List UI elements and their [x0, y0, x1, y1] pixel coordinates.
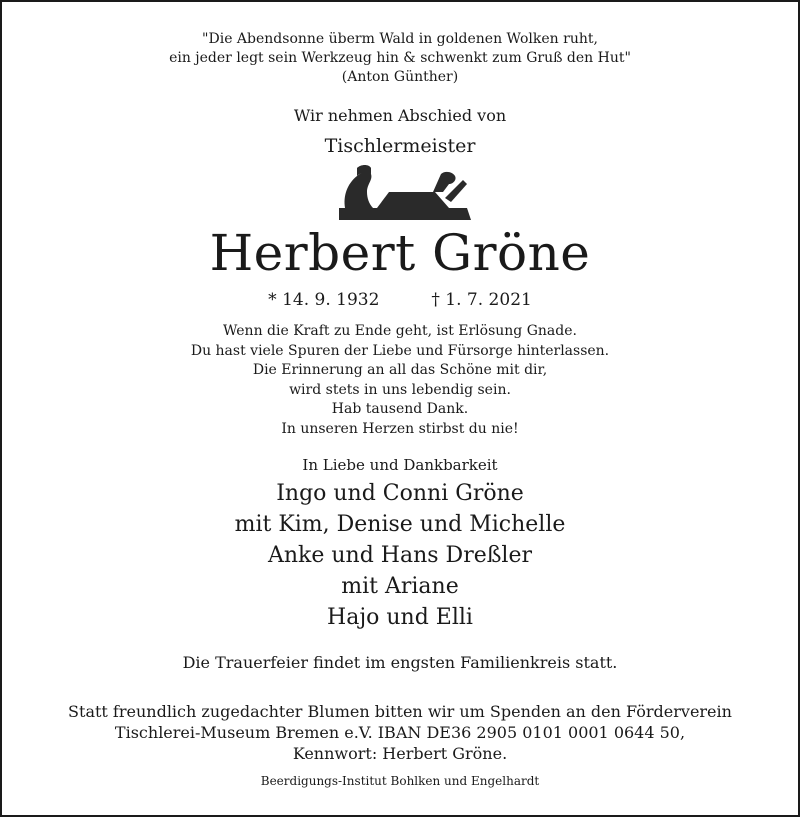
poem-line: Du hast viele Spuren der Liebe und Fürsorge hinterlassen.: [190, 342, 610, 359]
profession-title: Tischlermeister: [324, 135, 476, 157]
mourner-line: Hajo und Elli: [327, 605, 473, 630]
deceased-name: Herbert Gröne: [209, 224, 591, 282]
mourner-line: mit Ariane: [341, 574, 459, 599]
death-date: † 1. 7. 2021: [431, 290, 532, 310]
farewell-intro: Wir nehmen Abschied von: [293, 106, 507, 125]
poem-line: Wenn die Kraft zu Ende geht, ist Erlösung Gnade.: [223, 323, 577, 339]
birth-date: * 14. 9. 1932: [268, 290, 380, 310]
donation-line: Tischlerei-Museum Bremen e.V. IBAN DE36 2905 0101 0001 0644 50,: [114, 723, 686, 742]
mourner-line: mit Kim, Denise und Michelle: [234, 512, 566, 537]
service-note: Die Trauerfeier findet im engsten Familienkreis statt.: [182, 653, 618, 672]
poem-line: wird stets in uns lebendig sein.: [289, 381, 511, 398]
mourner-line: Anke und Hans Dreßler: [267, 543, 532, 568]
donation-line: Statt freundlich zugedachter Blumen bitten wir um Spenden an den Förderverein: [68, 702, 732, 721]
life-dates: [2, 290, 798, 310]
quote-line-1: "Die Abendsonne überm Wald in goldenen Wolken ruht,: [202, 31, 598, 47]
poem-line: Hab tausend Dank.: [331, 401, 469, 417]
donation-line: Kennwort: Herbert Gröne.: [292, 744, 508, 763]
quote-line-2: ein jeder legt sein Werkzeug hin & schwenkt zum Gruß den Hut": [169, 50, 631, 66]
poem-line: In unseren Herzen stirbst du nie!: [281, 420, 519, 437]
mourners-intro: In Liebe und Dankbarkeit: [302, 456, 498, 474]
mourner-line: Ingo und Conni Gröne: [276, 481, 524, 506]
carpenter-plane-icon: [337, 162, 473, 222]
poem-line: Die Erinnerung an all das Schöne mit dir,: [252, 362, 548, 378]
quote-author: (Anton Günther): [341, 69, 459, 85]
funeral-home: Beerdigungs-Institut Bohlken und Engelhardt: [260, 774, 540, 788]
